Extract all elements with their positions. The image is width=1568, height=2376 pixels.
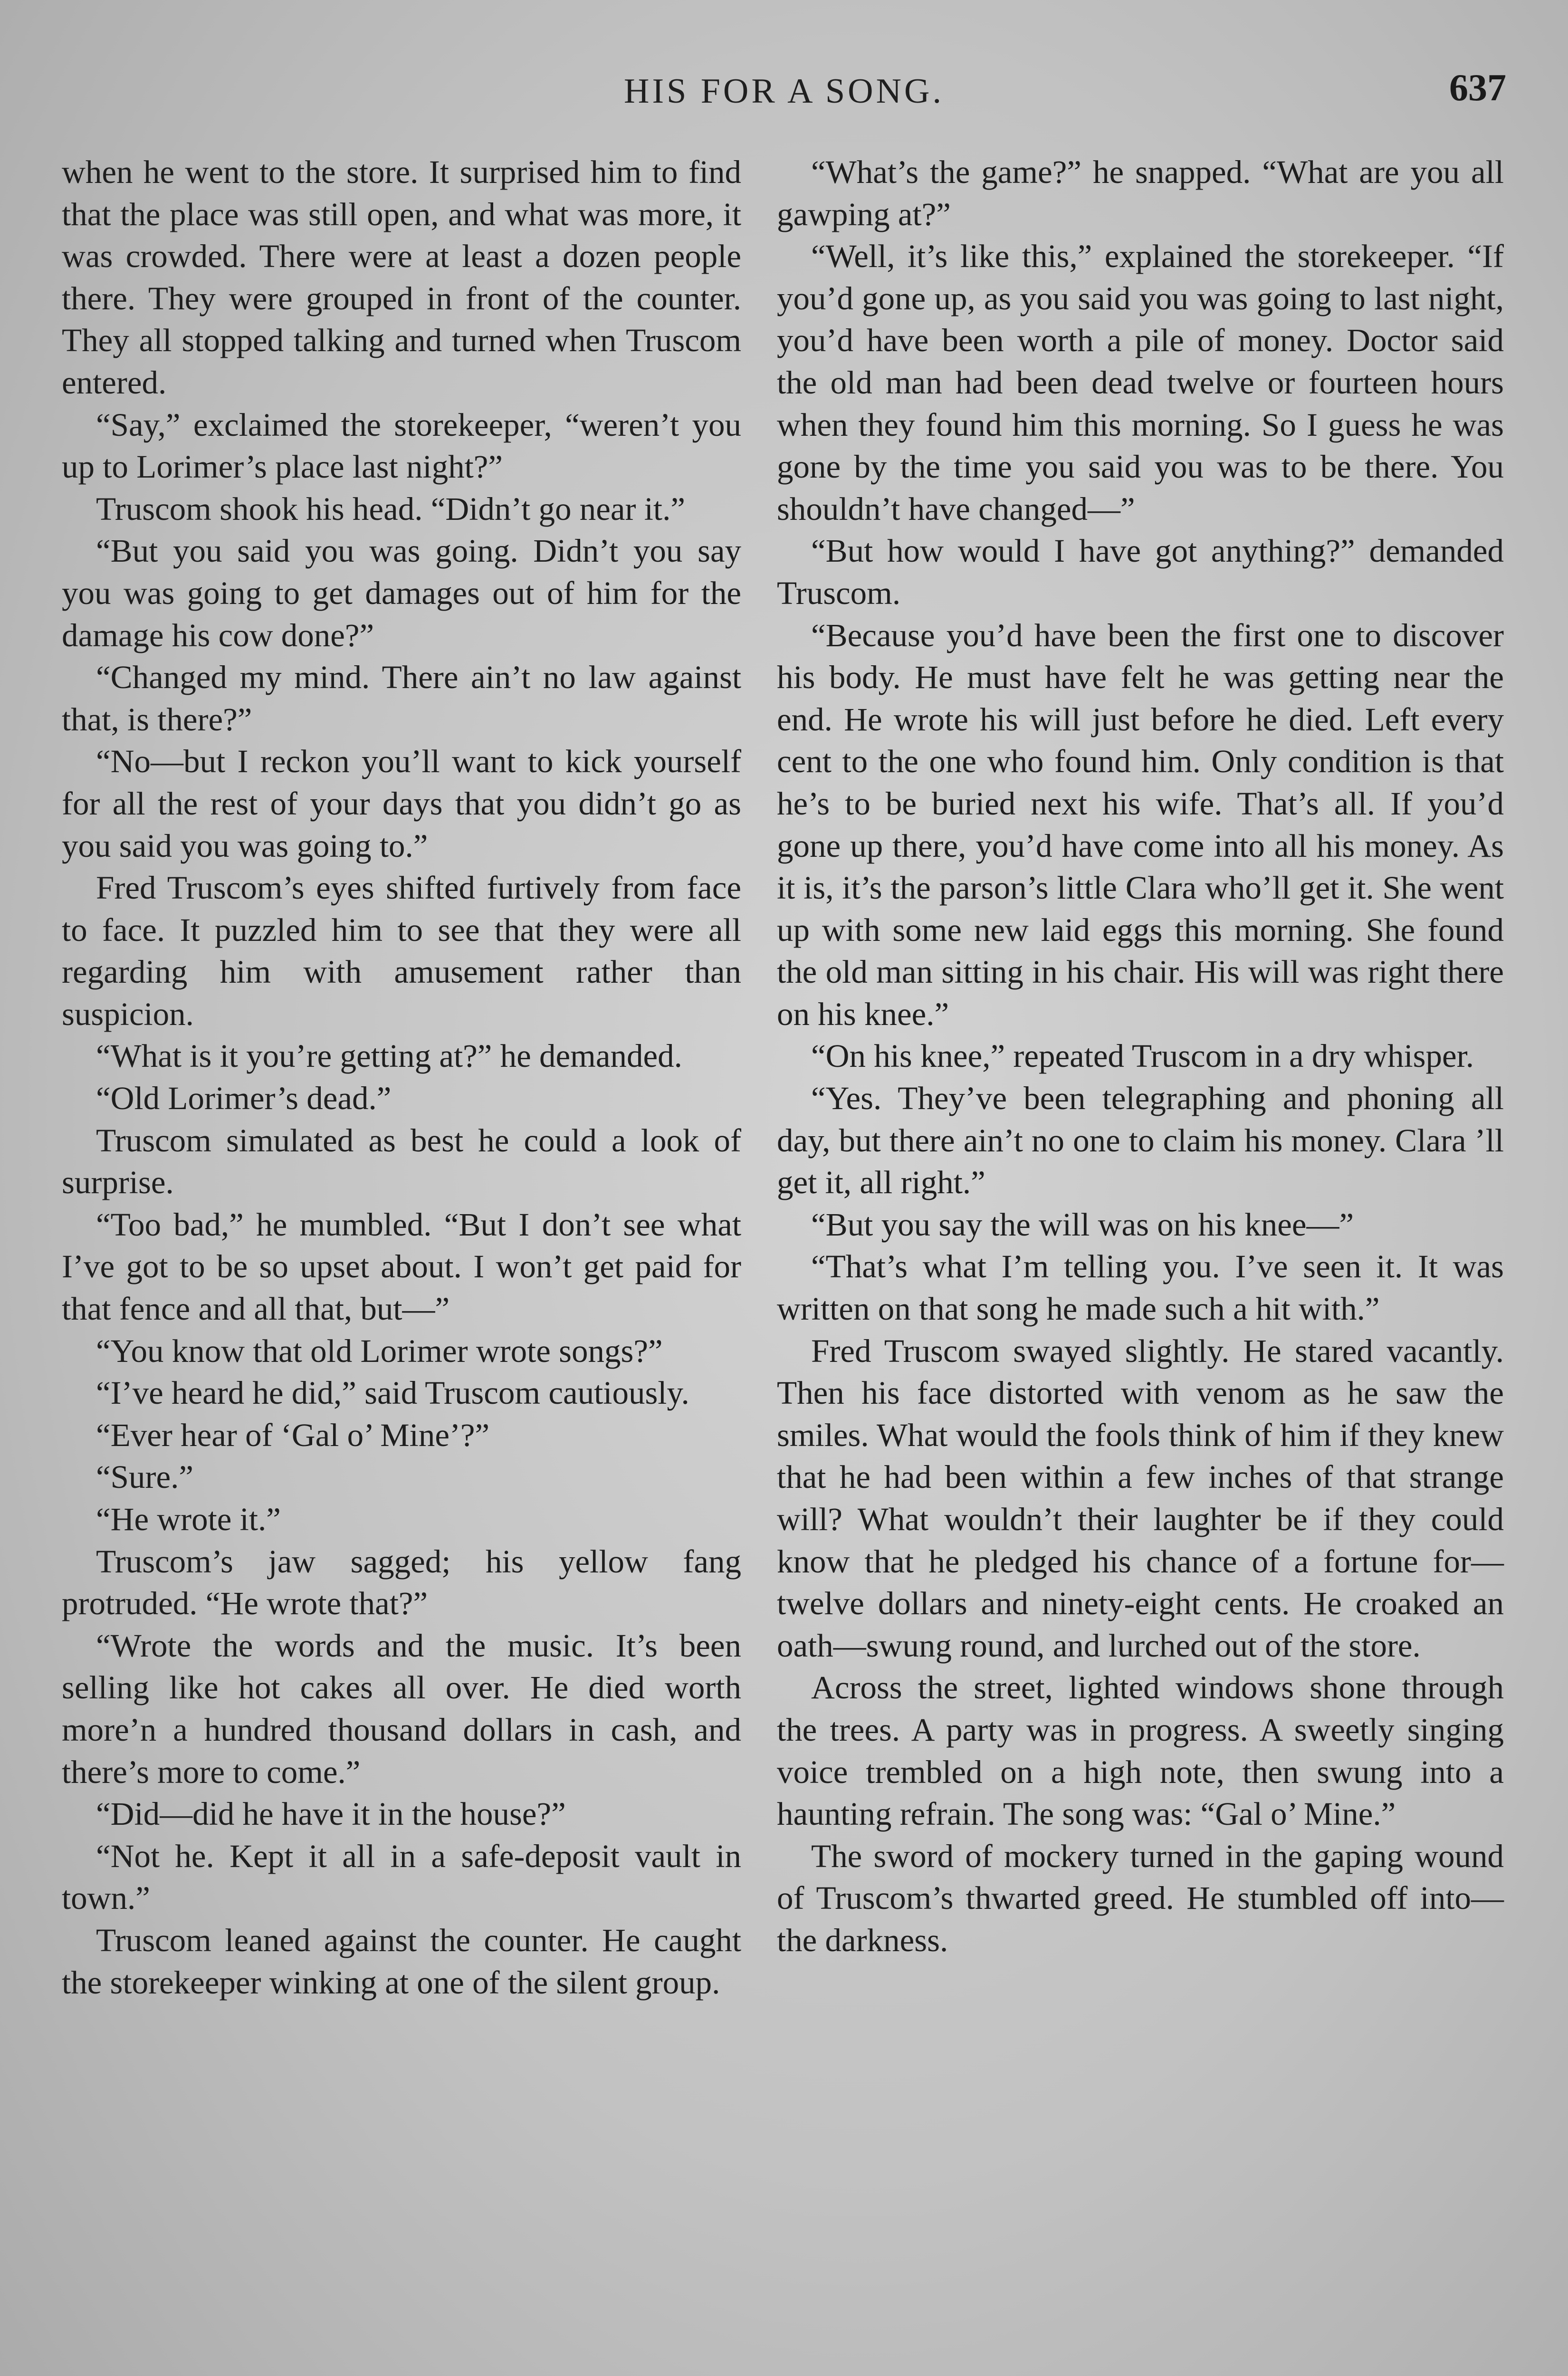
paragraph: Truscom’s jaw sagged; his yellow fang protruded. “He wrote that?”	[62, 1543, 741, 1622]
paragraph: “Sure.”	[96, 1459, 193, 1495]
paragraph: Fred Truscom swayed slightly. He stared vacantly. Then his face distorted with venom as he saw the smiles. What would the fools think of him if they knew that he had been within a few inches of that strange will? What wouldn’t their laughter be if they could know that he pledged his chance of a fortune for—twelve dollars and ninety-eight cents. He croaked an oath—swung round, and lurched out of the store.	[777, 1332, 1504, 1664]
paragraph: “He wrote it.”	[96, 1501, 281, 1537]
paragraph: “Because you’d have been the first one to discover his body. He must have felt he was getting near the end. He wrote his will just before he died. Left every cent to the one who found him. Only condition is that he’s to be buried next his wife. That’s all. If you’d gone up there, you’d have come into all his money. As it is, it’s the parson’s little Clara who’ll get it. She went up with some new laid eggs this morning. She found the old man sitting in his chair. His will was right there on his knee.”	[777, 617, 1504, 1032]
paragraph: Truscom shook his head. “Didn’t go near it.”	[96, 490, 685, 527]
paragraph: “I’ve heard he did,” said Truscom cautiously.	[96, 1375, 689, 1411]
paragraph: “What’s the game?” he snapped. “What are you all gawping at?”	[777, 154, 1504, 232]
paragraph: “No—but I reckon you’ll want to kick yourself for all the rest of your days that you didn’t go as you said you was going to.”	[62, 743, 741, 864]
paragraph: “That’s what I’m telling you. I’ve seen it. It was written on that song he made such a hit with.”	[777, 1248, 1504, 1327]
running-title: HIS FOR A SONG.	[624, 72, 944, 111]
paragraph: “What is it you’re getting at?” he demanded.	[96, 1038, 682, 1074]
paragraph: “Not he. Kept it all in a safe-deposit vault in town.”	[62, 1838, 741, 1916]
paragraph: “Say,” exclaimed the storekeeper, “weren’t you up to Lorimer’s place last night?”	[62, 406, 741, 485]
paragraph: “Too bad,” he mumbled. “But I don’t see what I’ve got to be so upset about. I won’t get paid for that fence and all that, but—”	[62, 1206, 741, 1327]
paragraph: Truscom leaned against the counter. He caught the storekeeper winking at one of the silent group.	[62, 1922, 741, 2001]
paragraph: “Ever hear of ‘Gal o’ Mine’?”	[96, 1417, 490, 1453]
paragraph: Across the street, lighted windows shone through the trees. A party was in progress. A sweetly singing voice trembled on a high note, then swung into a haunting refrain. The song was: “Gal o’ Mine.”	[777, 1669, 1504, 1832]
paragraph: The sword of mockery turned in the gaping wound of Truscom’s thwarted greed. He stumbled off into—the darkness.	[777, 1838, 1504, 1958]
paragraph: when he went to the store. It surprised him to find that the place was still open, and what was more, it was crowded. There were at least a dozen people there. They were grouped in front of the counter. They all stopped talking and turned when Truscom entered.	[62, 154, 741, 401]
paragraph: “Wrote the words and the music. It’s been selling like hot cakes all over. He died worth more’n a hundred thousand dollars in cash, and there’s more to come.”	[62, 1627, 741, 1790]
paragraph: “But you said you was going. Didn’t you say you was going to get damages out of him for the damage his cow done?”	[62, 533, 741, 653]
page-number: 637	[1449, 67, 1506, 109]
paragraph: “But how would I have got anything?” demanded Truscom.	[777, 533, 1504, 611]
paragraph: “Did—did he have it in the house?”	[96, 1796, 566, 1832]
paragraph: “Changed my mind. There ain’t no law against that, is there?”	[62, 659, 741, 738]
right-column	[777, 151, 1504, 1962]
paragraph: “On his knee,” repeated Truscom in a dry whisper.	[811, 1038, 1474, 1074]
paragraph: Fred Truscom’s eyes shifted furtively from face to face. It puzzled him to see that they were all regarding him with amusement rather than suspicion.	[62, 870, 741, 1032]
paragraph: “Yes. They’ve been telegraphing and phoning all day, but there ain’t no one to claim his money. Clara ’ll get it, all right.”	[777, 1080, 1504, 1201]
paragraph: “But you say the will was on his knee—”	[811, 1206, 1354, 1243]
paragraph: “You know that old Lorimer wrote songs?”	[96, 1332, 663, 1369]
paragraph: “Old Lorimer’s dead.”	[96, 1080, 392, 1117]
paragraph: Truscom simulated as best he could a look of surprise.	[62, 1122, 741, 1201]
left-column	[62, 151, 741, 2003]
paragraph: “Well, it’s like this,” explained the storekeeper. “If you’d gone up, as you said you was going to last night, you’d have been worth a pile of money. Doctor said the old man had been dead twelve or fourteen hours when they found him this morning. So I guess he was gone by the time you said you was to be there. You shouldn’t have changed—”	[777, 238, 1504, 527]
